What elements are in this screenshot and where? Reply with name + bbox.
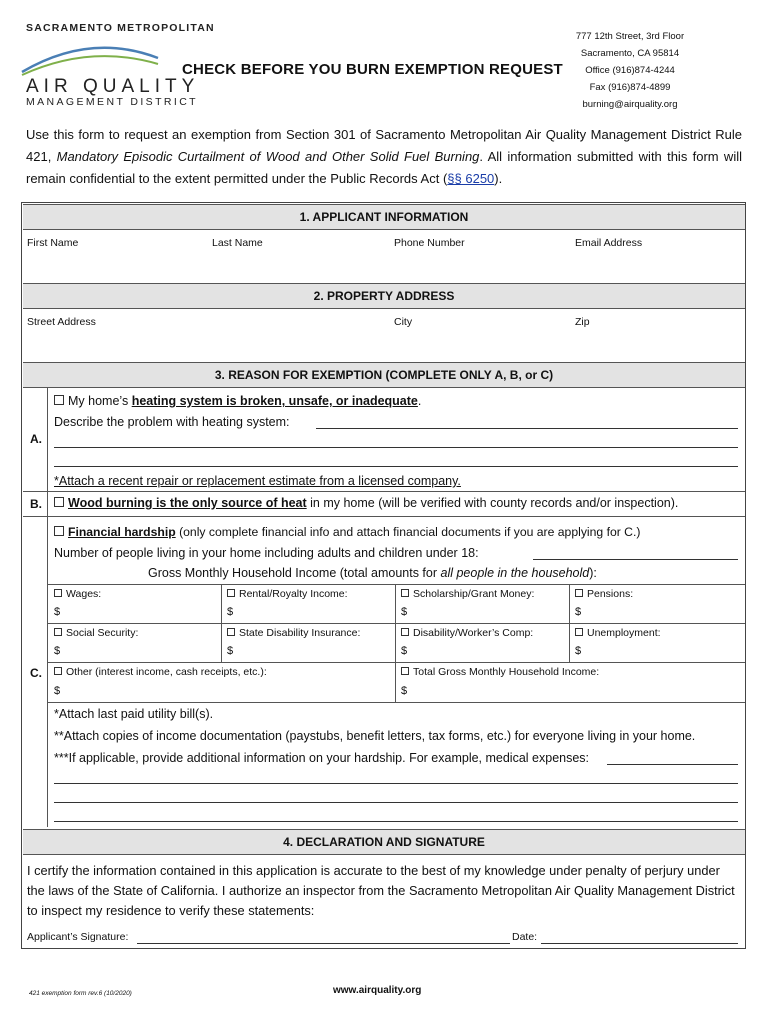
option-a-heading: heating system is broken, unsafe, or inadequate: [131, 394, 418, 408]
other-income-amount[interactable]: $: [54, 685, 61, 697]
email-address[interactable]: burning@airquality.org: [582, 99, 678, 110]
scholarship-amount[interactable]: $: [401, 606, 408, 618]
unemployment-label: Unemployment:: [587, 627, 661, 639]
office-phone: Office (916)874-4244: [585, 65, 675, 76]
state-disability-checkbox[interactable]: [227, 627, 360, 639]
logo-arc-icon: [20, 38, 160, 78]
total-income-label: Total Gross Monthly Household Income:: [413, 666, 600, 678]
hardship-info-line[interactable]: [54, 783, 738, 784]
checkbox-icon[interactable]: [227, 589, 235, 597]
hardship-info-line[interactable]: [54, 802, 738, 803]
gross-income-emphasis: all people in the household: [440, 566, 590, 580]
checkbox-icon[interactable]: [401, 589, 409, 597]
letter-column-divider: [47, 387, 48, 827]
option-a-text: .: [417, 394, 422, 408]
scholarship-checkbox[interactable]: [401, 588, 534, 600]
wages-label: Wages:: [66, 588, 102, 600]
income-grid-line: [47, 702, 745, 703]
intro-text: ).: [494, 171, 503, 186]
website-link[interactable]: www.airquality.org: [333, 985, 422, 996]
checkbox-icon[interactable]: [54, 628, 62, 636]
income-grid-line: [47, 584, 745, 585]
intro-text: Use this form to request an exemption from Section 301 of Sacramento Metropolitan Air Quality Management District Rule 421,: [26, 127, 742, 164]
fax-number: Fax (916)874-4899: [589, 82, 671, 93]
option-b-checkbox-row[interactable]: [54, 496, 678, 510]
signature-label: Applicant’s Signature:: [27, 931, 129, 943]
divider-a-b: [23, 491, 745, 492]
first-name-field[interactable]: First Name: [27, 237, 79, 249]
district-address: [530, 28, 730, 113]
income-grid-line: [221, 584, 222, 662]
city-field[interactable]: City: [394, 316, 413, 328]
option-a-text: My home’s: [68, 394, 132, 408]
address-line: Sacramento, CA 95814: [580, 48, 680, 59]
checkbox-icon[interactable]: [575, 589, 583, 597]
logo-top-text: SACRAMENTO METROPOLITAN: [26, 22, 215, 34]
date-label: Date:: [512, 931, 538, 943]
state-disability-amount[interactable]: $: [227, 645, 234, 657]
section3-header: 3. REASON FOR EXEMPTION (COMPLETE ONLY A, B, or C): [23, 362, 745, 388]
income-grid-line: [47, 662, 745, 663]
household-size-label: Number of people living in your home including adults and children under 18:: [54, 546, 479, 560]
social-security-label: Social Security:: [66, 627, 139, 639]
rental-income-label: Rental/Royalty Income:: [239, 588, 348, 600]
checkbox-icon[interactable]: [54, 667, 62, 675]
checkbox-icon[interactable]: [54, 395, 64, 405]
hardship-info-label: ***If applicable, provide additional information on your hardship. For example, medical expenses:: [54, 751, 590, 765]
utility-bill-note: *Attach last paid utility bill(s).: [54, 707, 214, 721]
workers-comp-label: Disability/Worker’s Comp:: [413, 627, 534, 639]
logo-main-text: AIR QUALITY: [26, 76, 200, 97]
checkbox-icon[interactable]: [401, 628, 409, 636]
social-security-amount[interactable]: $: [54, 645, 61, 657]
declaration-text: I certify the information contained in this application is accurate to the best of my knowledge under penalty of perjury under the laws of the State of California. I authorize an inspector from the Sacramento Metropolitan Air Quality Management District to inspect my residence to verify these statements:: [27, 863, 735, 918]
wages-checkbox[interactable]: [54, 588, 101, 600]
section1-header: 1. APPLICANT INFORMATION: [23, 204, 745, 230]
option-b-letter: B.: [30, 497, 42, 511]
divider-b-c: [23, 516, 745, 517]
records-act-link[interactable]: §§ 6250: [447, 171, 495, 186]
income-grid-line: [47, 623, 745, 624]
option-c-letter: C.: [30, 666, 42, 680]
heating-problem-label: Describe the problem with heating system:: [54, 415, 290, 429]
checkbox-icon[interactable]: [54, 526, 64, 536]
option-a-note: *Attach a recent repair or replacement estimate from a licensed company.: [54, 474, 461, 488]
checkbox-icon[interactable]: [54, 589, 62, 597]
phone-number-field[interactable]: Phone Number: [394, 237, 465, 249]
scholarship-label: Scholarship/Grant Money:: [413, 588, 535, 600]
checkbox-icon[interactable]: [227, 628, 235, 636]
income-grid-line: [569, 584, 570, 662]
signature-line[interactable]: [137, 943, 510, 944]
form-title: CHECK BEFORE YOU BURN EXEMPTION REQUEST: [182, 61, 563, 78]
heating-problem-line[interactable]: [54, 447, 738, 448]
rule-name: Mandatory Episodic Curtailment of Wood and Other Solid Fuel Burning: [56, 149, 480, 164]
pensions-checkbox[interactable]: [575, 588, 633, 600]
option-a-checkbox-row[interactable]: [54, 394, 421, 408]
section4-header: 4. DECLARATION AND SIGNATURE: [23, 829, 745, 855]
hardship-info-line[interactable]: [607, 764, 738, 765]
pensions-label: Pensions:: [587, 588, 634, 600]
option-b-heading: Wood burning is the only source of heat: [68, 496, 307, 510]
checkbox-icon[interactable]: [401, 667, 409, 675]
household-size-line[interactable]: [533, 559, 738, 560]
intro-text: . All information submitted with this form will remain confidential to the extent permitted under the Public Records Act (: [26, 149, 742, 186]
total-income-checkbox[interactable]: [401, 666, 599, 678]
heating-problem-line[interactable]: [54, 466, 738, 467]
total-income-amount[interactable]: $: [401, 685, 408, 697]
rental-income-checkbox[interactable]: [227, 588, 348, 600]
workers-comp-amount[interactable]: $: [401, 645, 408, 657]
intro-paragraph: [26, 124, 742, 190]
other-income-checkbox[interactable]: [54, 666, 267, 678]
workers-comp-checkbox[interactable]: [401, 627, 533, 639]
section2-header: 2. PROPERTY ADDRESS: [23, 283, 745, 309]
option-b-text: in my home (will be verified with county records and/or inspection).: [306, 496, 679, 510]
heating-problem-line[interactable]: [316, 428, 738, 429]
rental-amount[interactable]: $: [227, 606, 234, 618]
gross-income-label: [148, 566, 597, 580]
unemployment-amount[interactable]: $: [575, 645, 582, 657]
form-revision: 421 exemption form rev.6 (10/2020): [29, 990, 132, 997]
option-a-letter: A.: [30, 432, 42, 446]
option-c-heading: Financial hardship: [68, 525, 176, 539]
zip-field[interactable]: Zip: [575, 316, 590, 328]
income-grid-line: [395, 584, 396, 702]
social-security-checkbox[interactable]: [54, 627, 138, 639]
hardship-info-line[interactable]: [54, 821, 738, 822]
checkbox-icon[interactable]: [575, 628, 583, 636]
pensions-amount[interactable]: $: [575, 606, 582, 618]
email-field[interactable]: Email Address: [575, 237, 643, 249]
date-line[interactable]: [541, 943, 738, 944]
other-income-label: Other (interest income, cash receipts, etc.):: [66, 666, 267, 678]
logo-bottom-text: MANAGEMENT DISTRICT: [26, 96, 198, 108]
wages-amount[interactable]: $: [54, 606, 61, 618]
checkbox-icon[interactable]: [54, 497, 64, 507]
last-name-field[interactable]: Last Name: [212, 237, 263, 249]
address-line: 777 12th Street, 3rd Floor: [575, 31, 685, 42]
gross-income-text: Gross Monthly Household Income (total amounts for: [148, 566, 441, 580]
option-c-text: (only complete financial info and attach financial documents if you are applying for C.): [175, 525, 641, 539]
state-disability-label: State Disability Insurance:: [239, 627, 361, 639]
unemployment-checkbox[interactable]: [575, 627, 661, 639]
income-docs-note: **Attach copies of income documentation (paystubs, benefit letters, tax forms, etc.) for everyone living in your home.: [54, 729, 696, 743]
option-c-checkbox-row[interactable]: [54, 525, 640, 539]
street-address-field[interactable]: Street Address: [27, 316, 96, 328]
gross-income-text: ):: [589, 566, 597, 580]
